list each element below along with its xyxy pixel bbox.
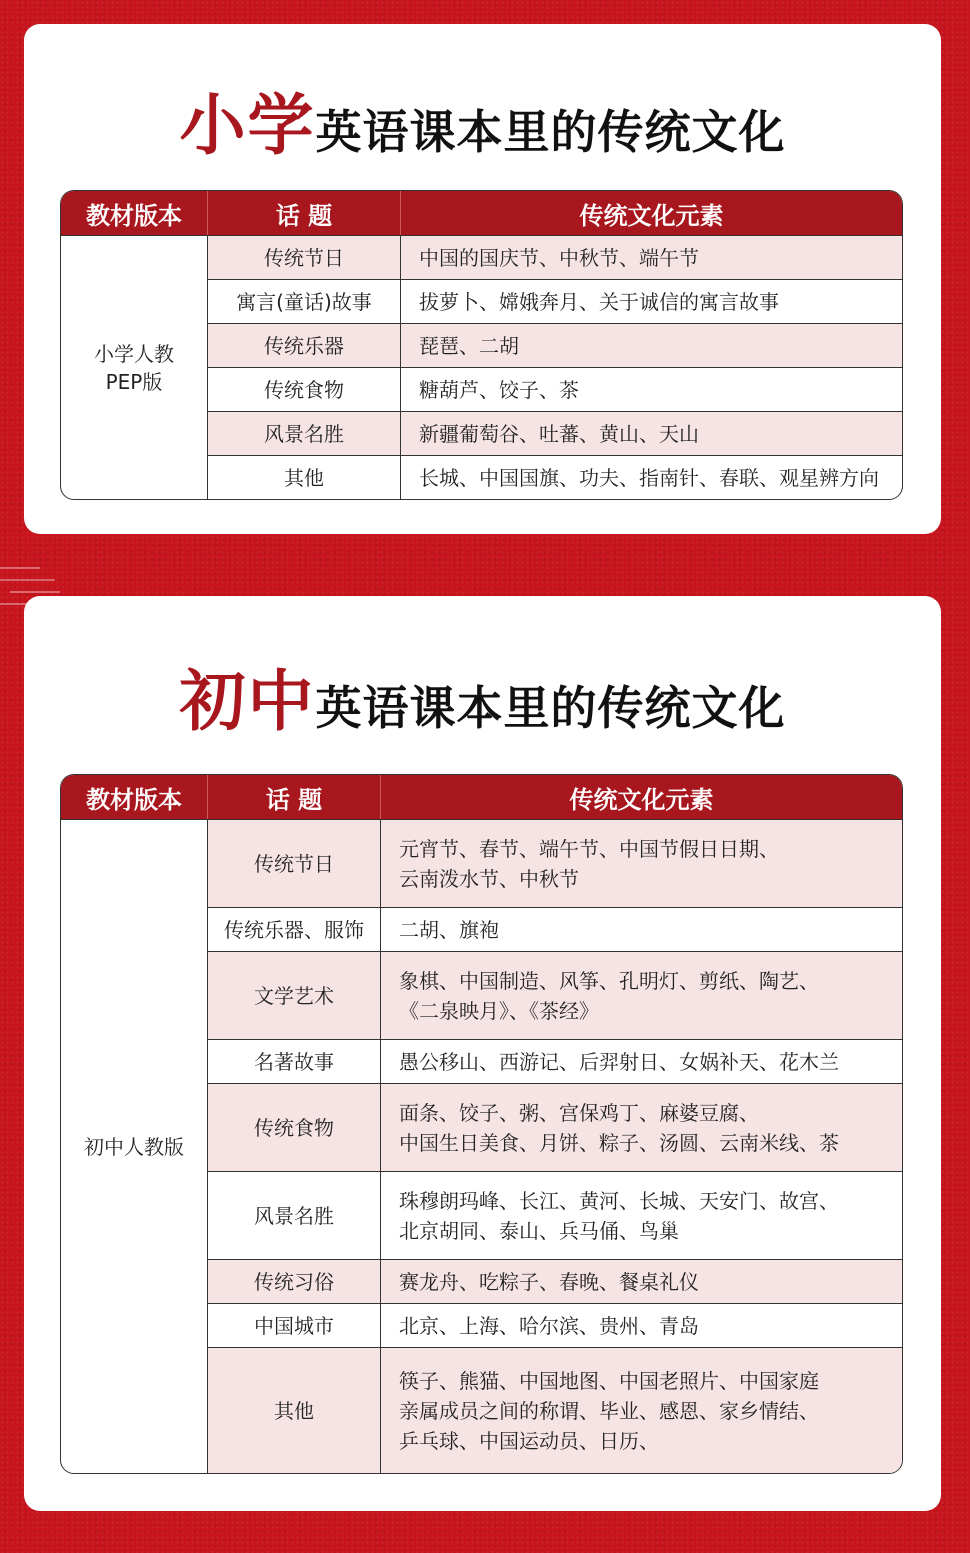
elements-cell [380, 1171, 902, 1259]
elements-cell: 琵琶、二胡 [400, 323, 902, 367]
elements-cell: 糖葫芦、饺子、茶 [400, 367, 902, 411]
section-title [24, 72, 941, 167]
header-elements: 传统文化元素 [400, 191, 902, 235]
elements-cell: 新疆葡萄谷、吐蕃、黄山、天山 [400, 411, 902, 455]
elements-line: 元宵节、春节、端午节、中国节假日日期、 [399, 836, 779, 861]
version-cell [61, 235, 207, 499]
elements-line: 北京、上海、哈尔滨、贵州、青岛 [399, 1313, 699, 1338]
elements-line: 筷子、熊猫、中国地图、中国老照片、中国家庭 [399, 1368, 819, 1393]
title-highlight: 小学 [179, 87, 316, 164]
elements-line: 赛龙舟、吃粽子、春晚、餐桌礼仪 [399, 1269, 699, 1294]
version-line: PEP版 [105, 369, 163, 394]
elements-cell [380, 951, 902, 1039]
primary-culture-table [60, 190, 903, 500]
header-elements: 传统文化元素 [380, 775, 902, 819]
table-row [61, 819, 902, 907]
topic-cell: 名著故事 [207, 1039, 380, 1083]
elements-cell [380, 907, 902, 951]
section-title [24, 648, 941, 743]
elements-cell [380, 1259, 902, 1303]
title-text: 英语课本里的传统文化 [315, 105, 786, 159]
elements-cell [380, 1083, 902, 1171]
elements-line: 中国生日美食、月饼、粽子、汤圆、云南米线、茶 [399, 1130, 839, 1155]
elements-cell: 长城、中国国旗、功夫、指南针、春联、观星辨方向 [400, 455, 902, 499]
elements-cell [380, 1039, 902, 1083]
topic-cell: 风景名胜 [207, 1171, 380, 1259]
header-version: 教材版本 [61, 775, 207, 819]
elements-line: 面条、饺子、粥、宫保鸡丁、麻婆豆腐、 [399, 1100, 759, 1125]
table-row [61, 235, 902, 279]
topic-cell: 传统乐器 [207, 323, 400, 367]
elements-line: 愚公移山、西游记、后羿射日、女娲补天、花木兰 [399, 1049, 839, 1074]
elements-cell [380, 819, 902, 907]
header-topic: 话 题 [207, 191, 400, 235]
topic-cell: 中国城市 [207, 1303, 380, 1347]
table-header-row [61, 191, 902, 235]
table-header-row [61, 775, 902, 819]
elements-line: 云南泼水节、中秋节 [399, 866, 579, 891]
topic-cell: 寓言(童话)故事 [207, 279, 400, 323]
junior-culture-table [60, 774, 903, 1474]
elements-cell [380, 1303, 902, 1347]
topic-cell: 传统习俗 [207, 1259, 380, 1303]
title-text: 英语课本里的传统文化 [315, 681, 786, 735]
topic-cell: 传统食物 [207, 1083, 380, 1171]
primary-school-card [24, 24, 941, 534]
topic-cell: 传统乐器、服饰 [207, 907, 380, 951]
version-cell: 初中人教版 [61, 819, 207, 1473]
elements-cell: 中国的国庆节、中秋节、端午节 [400, 235, 902, 279]
elements-line: 《二泉映月》、《茶经》 [399, 998, 599, 1023]
topic-cell: 其他 [207, 1347, 380, 1473]
topic-cell: 文学艺术 [207, 951, 380, 1039]
junior-high-card [24, 596, 941, 1511]
topic-cell: 传统节日 [207, 819, 380, 907]
elements-line: 象棋、中国制造、风筝、孔明灯、剪纸、陶艺、 [399, 968, 819, 993]
elements-line: 珠穆朗玛峰、长江、黄河、长城、天安门、故宫、 [399, 1188, 839, 1213]
topic-cell: 风景名胜 [207, 411, 400, 455]
elements-cell [380, 1347, 902, 1473]
topic-cell: 其他 [207, 455, 400, 499]
elements-cell: 拔萝卜、嫦娥奔月、关于诚信的寓言故事 [400, 279, 902, 323]
title-highlight: 初中 [179, 663, 316, 740]
elements-line: 二胡、旗袍 [399, 917, 499, 942]
elements-line: 亲属成员之间的称谓、毕业、感恩、家乡情结、 [399, 1398, 819, 1423]
topic-cell: 传统食物 [207, 367, 400, 411]
header-topic: 话 题 [207, 775, 380, 819]
header-version: 教材版本 [61, 191, 207, 235]
version-line: 小学人教 [94, 341, 174, 366]
topic-cell: 传统节日 [207, 235, 400, 279]
elements-line: 乒乓球、中国运动员、日历、 [399, 1428, 659, 1453]
elements-line: 北京胡同、泰山、兵马俑、鸟巢 [399, 1218, 679, 1243]
